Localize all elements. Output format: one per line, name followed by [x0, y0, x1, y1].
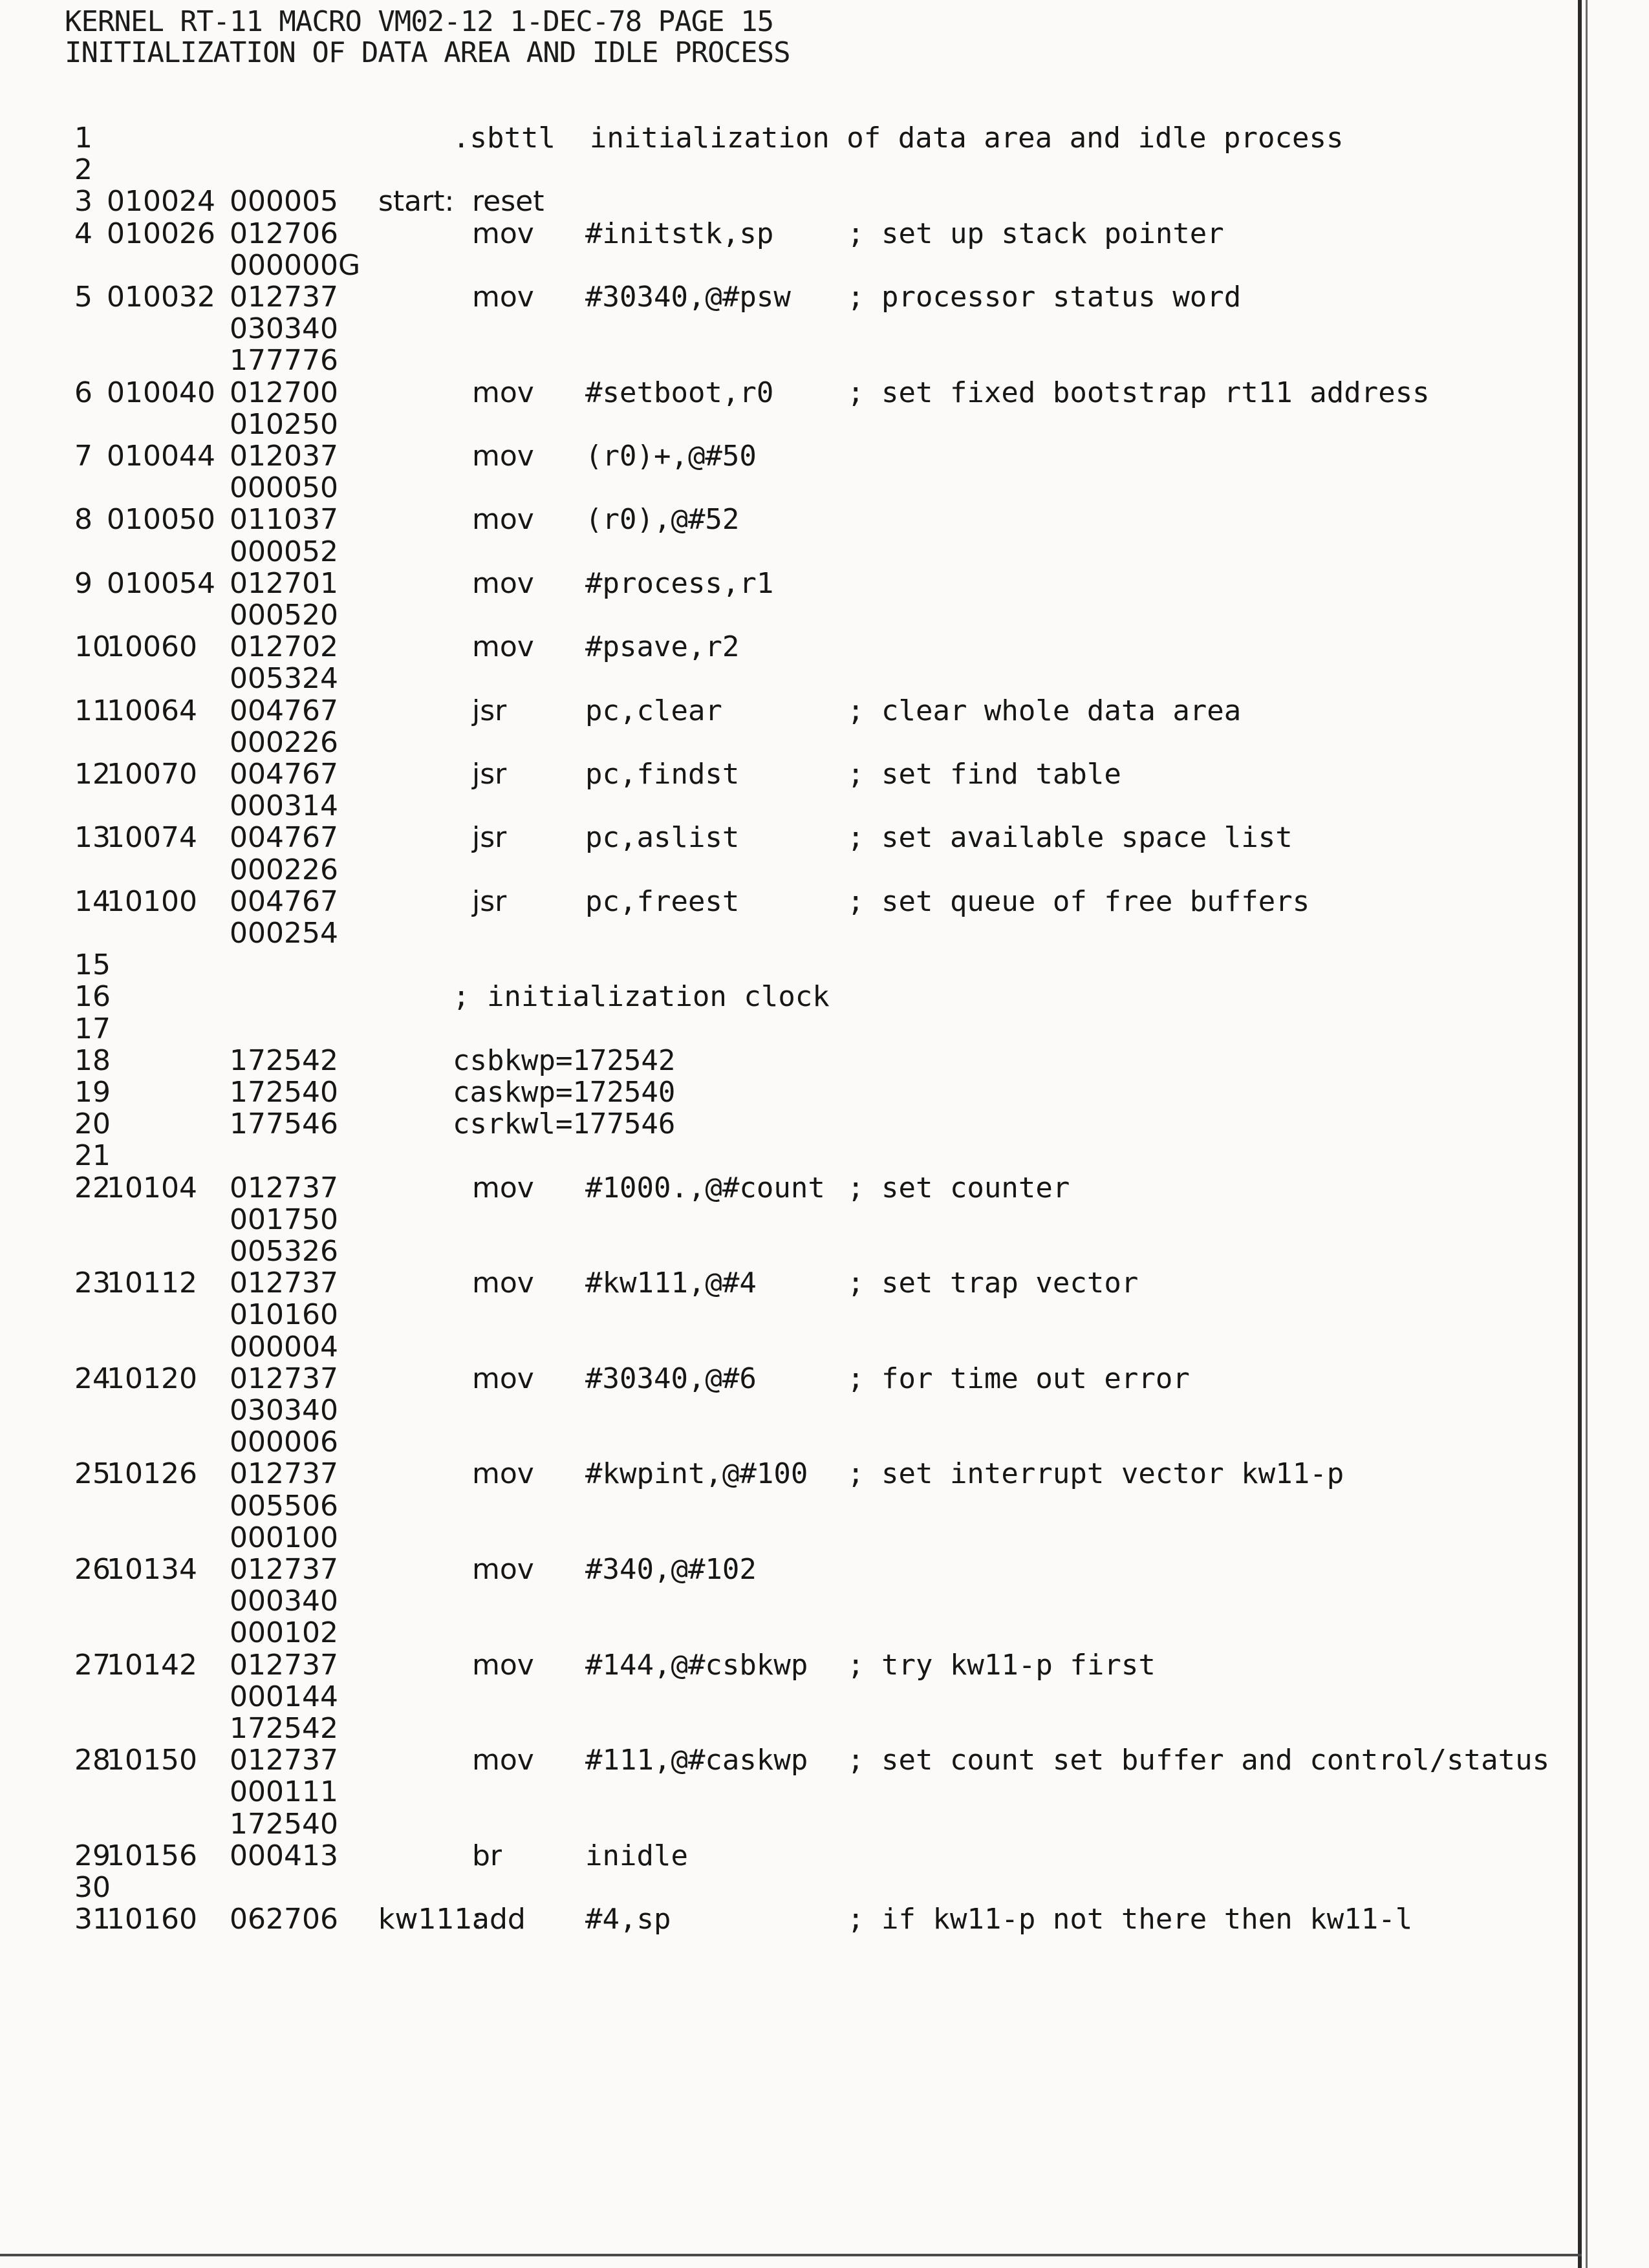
line-number: 5 [74, 281, 92, 314]
object-code: 000226 [230, 853, 338, 886]
address: 10160 [107, 1903, 197, 1936]
line-number: 26 [74, 1553, 111, 1586]
object-code: 000144 [230, 1680, 338, 1713]
operands: #1000.,@#count [585, 1171, 825, 1204]
opcode: mov [472, 1362, 534, 1395]
object-code: 000000G [230, 249, 361, 282]
address: 10150 [107, 1744, 197, 1777]
object-code: 012037 [230, 440, 338, 473]
address: 010032 [107, 281, 215, 314]
address: 010044 [107, 440, 215, 473]
object-code: 012737 [230, 1649, 338, 1682]
line-number: 1 [74, 122, 92, 155]
address: 010050 [107, 503, 215, 536]
object-code: 000254 [230, 917, 338, 950]
object-code: 177546 [230, 1107, 338, 1140]
line-number: 7 [74, 440, 92, 473]
source-text: .sbttl initialization of data area and idle process [453, 122, 1344, 155]
line-number: 2 [74, 153, 92, 186]
line-number: 21 [74, 1139, 111, 1172]
operands: (r0),@#52 [585, 503, 740, 536]
address: 10070 [107, 758, 197, 791]
opcode: br [472, 1839, 502, 1872]
comment: ; for time out error [847, 1362, 1190, 1395]
line-number: 9 [74, 567, 92, 600]
operands: #30340,@#psw [585, 281, 791, 314]
comment: ; set trap vector [847, 1267, 1139, 1300]
line-number: 3 [74, 185, 92, 218]
object-code: 000413 [230, 1839, 338, 1872]
source-text: ; initialization clock [453, 980, 830, 1013]
operands: #30340,@#6 [585, 1362, 757, 1395]
comment: ; set fixed bootstrap rt11 address [847, 376, 1430, 409]
address: 10126 [107, 1457, 197, 1490]
opcode: mov [472, 1744, 534, 1777]
object-code: 030340 [230, 1394, 338, 1427]
page-bottom-edge [0, 2254, 1582, 2256]
line-number: 13 [74, 821, 111, 854]
line-number: 19 [74, 1076, 111, 1109]
operands: #kw111,@#4 [585, 1267, 757, 1300]
address: 010026 [107, 217, 215, 250]
line-number: 29 [74, 1839, 111, 1872]
object-code: 172542 [230, 1044, 338, 1077]
line-number: 20 [74, 1107, 111, 1140]
address: 10142 [107, 1649, 197, 1682]
line-number: 11 [74, 694, 111, 727]
line-number: 27 [74, 1649, 111, 1682]
operands: #initstk,sp [585, 217, 774, 250]
comment: ; try kw11-p first [847, 1649, 1156, 1682]
operands: pc,clear [585, 694, 722, 727]
opcode: mov [472, 376, 534, 409]
source-text: csbkwp=172542 [453, 1044, 676, 1077]
object-code: 004767 [230, 885, 338, 918]
opcode: add [472, 1903, 526, 1936]
listing-header-title: KERNEL RT-11 MACRO VM02-12 1-DEC-78 PAGE 15 [65, 5, 774, 38]
address: 10120 [107, 1362, 197, 1395]
opcode: jsr [472, 885, 507, 918]
object-code: 012701 [230, 567, 338, 600]
operands: pc,freest [585, 885, 740, 918]
object-code: 000102 [230, 1616, 338, 1649]
line-number: 31 [74, 1903, 111, 1936]
object-code: 000340 [230, 1585, 338, 1618]
comment: ; clear whole data area [847, 694, 1242, 727]
operands: #kwpint,@#100 [585, 1457, 808, 1490]
address: 10112 [107, 1267, 197, 1300]
source-text: csrkwl=177546 [453, 1107, 676, 1140]
line-number: 23 [74, 1267, 111, 1300]
source-label: start: [378, 185, 455, 218]
line-number: 10 [74, 630, 111, 663]
operands: #111,@#caskwp [585, 1744, 808, 1777]
address: 10100 [107, 885, 197, 918]
object-code: 004767 [230, 694, 338, 727]
object-code: 000050 [230, 471, 338, 504]
operands: #setboot,r0 [585, 376, 774, 409]
opcode: mov [472, 217, 534, 250]
object-code: 012700 [230, 376, 338, 409]
page-right-edge [1578, 0, 1582, 2268]
object-code: 000520 [230, 599, 338, 632]
line-number: 18 [74, 1044, 111, 1077]
object-code: 012702 [230, 630, 338, 663]
opcode: mov [472, 1649, 534, 1682]
operands: inidle [585, 1839, 688, 1872]
operands: #4,sp [585, 1903, 671, 1936]
address: 010024 [107, 185, 215, 218]
object-code: 012737 [230, 1171, 338, 1204]
object-code: 172542 [230, 1712, 338, 1745]
line-number: 22 [74, 1171, 111, 1204]
object-code: 012737 [230, 1744, 338, 1777]
address: 10134 [107, 1553, 197, 1586]
operands: #process,r1 [585, 567, 774, 600]
comment: ; set queue of free buffers [847, 885, 1310, 918]
opcode: reset [472, 185, 544, 218]
object-code: 000100 [230, 1521, 338, 1554]
object-code: 011037 [230, 503, 338, 536]
object-code: 030340 [230, 312, 338, 345]
page-right-edge-inner [1586, 0, 1588, 2268]
object-code: 005326 [230, 1235, 338, 1268]
object-code: 000052 [230, 535, 338, 568]
object-code: 012706 [230, 217, 338, 250]
line-number: 17 [74, 1012, 111, 1045]
object-code: 012737 [230, 1553, 338, 1586]
object-code: 005506 [230, 1490, 338, 1523]
line-number: 4 [74, 217, 92, 250]
source-label: kw111: [378, 1903, 482, 1936]
object-code: 012737 [230, 281, 338, 314]
opcode: jsr [472, 694, 507, 727]
opcode: jsr [472, 758, 507, 791]
object-code: 000004 [230, 1331, 338, 1364]
opcode: mov [472, 281, 534, 314]
comment: ; set find table [847, 758, 1121, 791]
operands: pc,findst [585, 758, 740, 791]
object-code: 000111 [230, 1775, 338, 1808]
line-number: 24 [74, 1362, 111, 1395]
object-code: 000006 [230, 1426, 338, 1459]
object-code: 177776 [230, 344, 338, 377]
object-code: 172540 [230, 1076, 338, 1109]
line-number: 16 [74, 980, 111, 1013]
object-code: 172540 [230, 1808, 338, 1841]
comment: ; if kw11-p not there then kw11-l [847, 1903, 1413, 1936]
comment: ; set counter [847, 1171, 1070, 1204]
comment: ; processor status word [847, 281, 1242, 314]
line-number: 25 [74, 1457, 111, 1490]
object-code: 005324 [230, 662, 338, 695]
object-code: 012737 [230, 1457, 338, 1490]
object-code: 062706 [230, 1903, 338, 1936]
address: 10060 [107, 630, 197, 663]
opcode: mov [472, 1457, 534, 1490]
line-number: 14 [74, 885, 111, 918]
line-number: 15 [74, 948, 111, 981]
object-code: 012737 [230, 1267, 338, 1300]
address: 10064 [107, 694, 197, 727]
object-code: 000005 [230, 185, 338, 218]
object-code: 010160 [230, 1298, 338, 1331]
listing-header-subtitle: INITIALIZATION OF DATA AREA AND IDLE PROCESS [65, 36, 790, 69]
comment: ; set available space list [847, 821, 1293, 854]
address: 10156 [107, 1839, 197, 1872]
object-code: 010250 [230, 408, 338, 441]
comment: ; set up stack pointer [847, 217, 1224, 250]
object-code: 000226 [230, 726, 338, 759]
opcode: mov [472, 1171, 534, 1204]
object-code: 004767 [230, 821, 338, 854]
address: 010040 [107, 376, 215, 409]
opcode: mov [472, 567, 534, 600]
line-number: 30 [74, 1871, 111, 1904]
operands: pc,aslist [585, 821, 740, 854]
object-code: 012737 [230, 1362, 338, 1395]
line-number: 12 [74, 758, 111, 791]
line-number: 28 [74, 1744, 111, 1777]
line-number: 6 [74, 376, 92, 409]
opcode: mov [472, 630, 534, 663]
opcode: mov [472, 1553, 534, 1586]
opcode: mov [472, 440, 534, 473]
operands: #144,@#csbkwp [585, 1649, 808, 1682]
address: 10104 [107, 1171, 197, 1204]
operands: #340,@#102 [585, 1553, 757, 1586]
object-code: 001750 [230, 1203, 338, 1236]
operands: (r0)+,@#50 [585, 440, 757, 473]
address: 10074 [107, 821, 197, 854]
object-code: 004767 [230, 758, 338, 791]
address: 010054 [107, 567, 215, 600]
operands: #psave,r2 [585, 630, 740, 663]
opcode: mov [472, 1267, 534, 1300]
opcode: mov [472, 503, 534, 536]
opcode: jsr [472, 821, 507, 854]
source-text: caskwp=172540 [453, 1076, 676, 1109]
comment: ; set count set buffer and control/status [847, 1744, 1550, 1777]
line-number: 8 [74, 503, 92, 536]
object-code: 000314 [230, 789, 338, 822]
comment: ; set interrupt vector kw11-p [847, 1457, 1344, 1490]
